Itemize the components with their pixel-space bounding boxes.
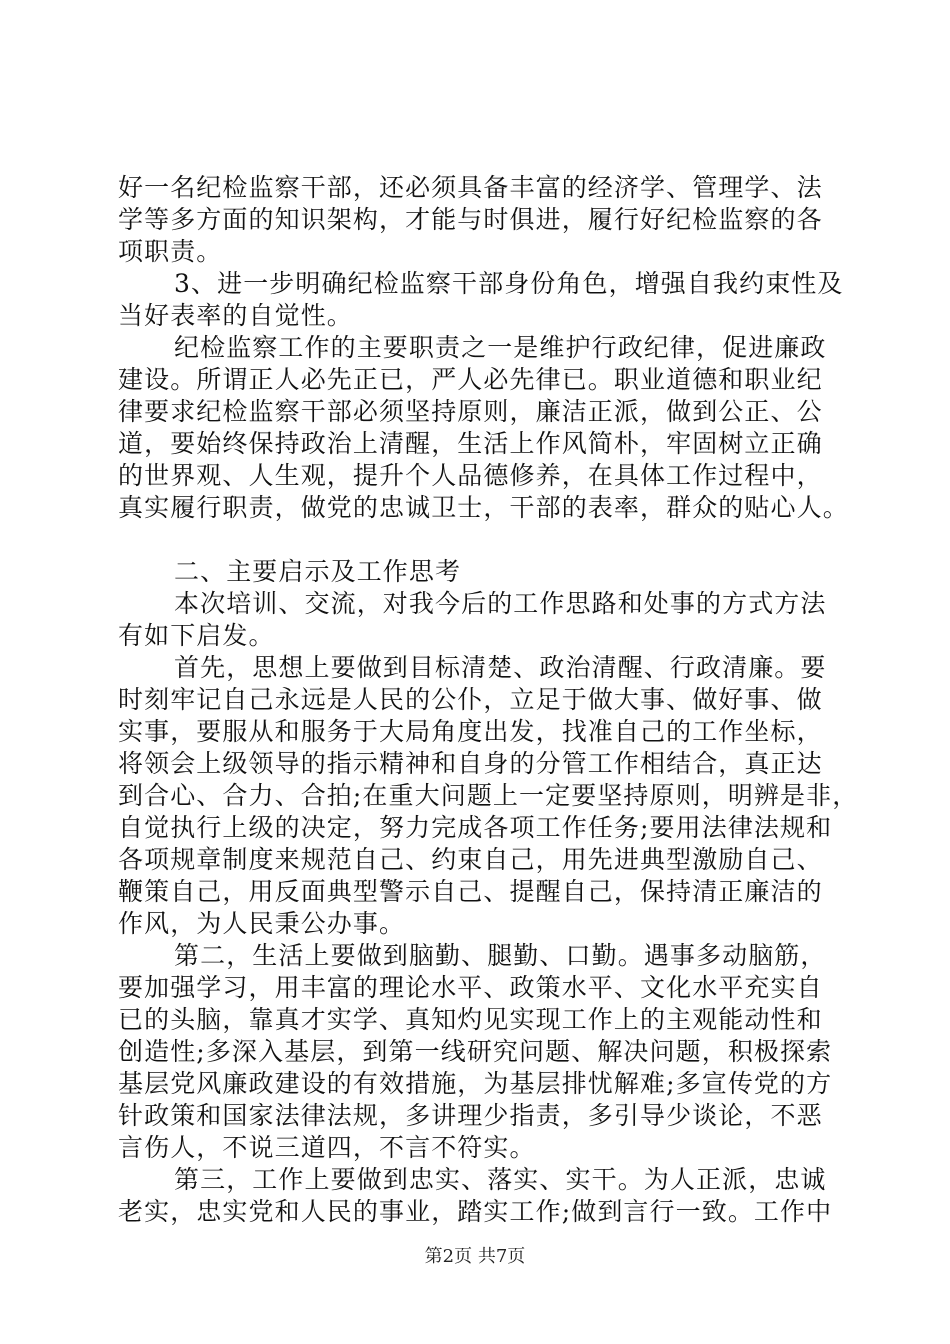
text-line: 针政策和国家法律法规，多讲理少指责，多引导少谈论，不恶 xyxy=(118,1101,823,1130)
text-line: 言伤人，不说三道四，不言不符实。 xyxy=(118,1133,536,1162)
text-line: 基层党风廉政建设的有效措施，为基层排忧解难;多宣传党的方 xyxy=(118,1069,833,1098)
text-line: 到合心、合力、合拍;在重大问题上一定要坚持原则，明辨是非， xyxy=(118,781,859,810)
text-line: 第三，工作上要做到忠实、落实、实干。为人正派，忠诚 xyxy=(174,1165,827,1194)
text-line: 实事，要服从和服务于大局角度出发，找准自己的工作坐标， xyxy=(118,717,823,746)
text-line: 纪检监察工作的主要职责之一是维护行政纪律，促进廉政 xyxy=(174,333,827,362)
text-line: 的世界观、人生观，提升个人品德修养，在具体工作过程中， xyxy=(118,461,823,490)
text-line: 好一名纪检监察干部，还必须具备丰富的经济学、管理学、法 xyxy=(118,173,823,202)
text-line: 当好表率的自觉性。 xyxy=(118,301,353,330)
document-body xyxy=(118,172,859,1228)
text-line: 律要求纪检监察干部必须坚持原则，廉洁正派，做到公正、公 xyxy=(118,397,823,426)
text-line: 第二，生活上要做到脑勤、腿勤、口勤。遇事多动脑筋， xyxy=(174,941,827,970)
text-line: 二、主要启示及工作思考 xyxy=(174,557,462,586)
page-footer: 第2页 共7页 xyxy=(424,1246,526,1267)
text-line: 时刻牢记自己永远是人民的公仆，立足于做大事、做好事、做 xyxy=(118,685,823,714)
text-line: 各项规章制度来规范自己、约束自己，用先进典型激励自己、 xyxy=(118,845,823,874)
text-line: 要加强学习，用丰富的理论水平、政策水平、文化水平充实自 xyxy=(118,973,823,1002)
text-line: 建设。所谓正人必先正已，严人必先律已。职业道德和职业纪 xyxy=(118,365,823,394)
text-line: 项职责。 xyxy=(118,237,223,266)
text-line: 已的头脑，靠真才实学、真知灼见实现工作上的主观能动性和 xyxy=(118,1005,823,1034)
text-line: 道，要始终保持政治上清醒，生活上作风简朴，牢固树立正确 xyxy=(118,429,823,458)
blank-line xyxy=(118,524,838,556)
text-line: 首先，思想上要做到目标清楚、政治清醒、行政清廉。要 xyxy=(174,653,827,682)
text-line: 将领会上级领导的指示精神和自身的分管工作相结合，真正达 xyxy=(118,749,823,778)
text-line: 作风，为人民秉公办事。 xyxy=(118,909,406,938)
text-line: 本次培训、交流，对我今后的工作思路和处事的方式方法 xyxy=(174,589,827,618)
text-line: 有如下启发。 xyxy=(118,621,275,650)
text-line: 鞭策自己，用反面典型警示自己、提醒自己，保持清正廉洁的 xyxy=(118,877,823,906)
text-line: 老实，忠实党和人民的事业，踏实工作;做到言行一致。工作中 xyxy=(118,1197,833,1226)
text-line: 真实履行职责，做党的忠诚卫士，干部的表率，群众的贴心人。 xyxy=(118,493,849,522)
text-line: 自觉执行上级的决定，努力完成各项工作任务;要用法律法规和 xyxy=(118,813,833,842)
text-line: 3、进一步明确纪检监察干部身份角色，增强自我约束性及 xyxy=(174,269,844,298)
text-line: 学等多方面的知识架构，才能与时俱进，履行好纪检监察的各 xyxy=(118,205,823,234)
text-line: 创造性;多深入基层，到第一线研究问题、解决问题，积极探索 xyxy=(118,1037,833,1066)
